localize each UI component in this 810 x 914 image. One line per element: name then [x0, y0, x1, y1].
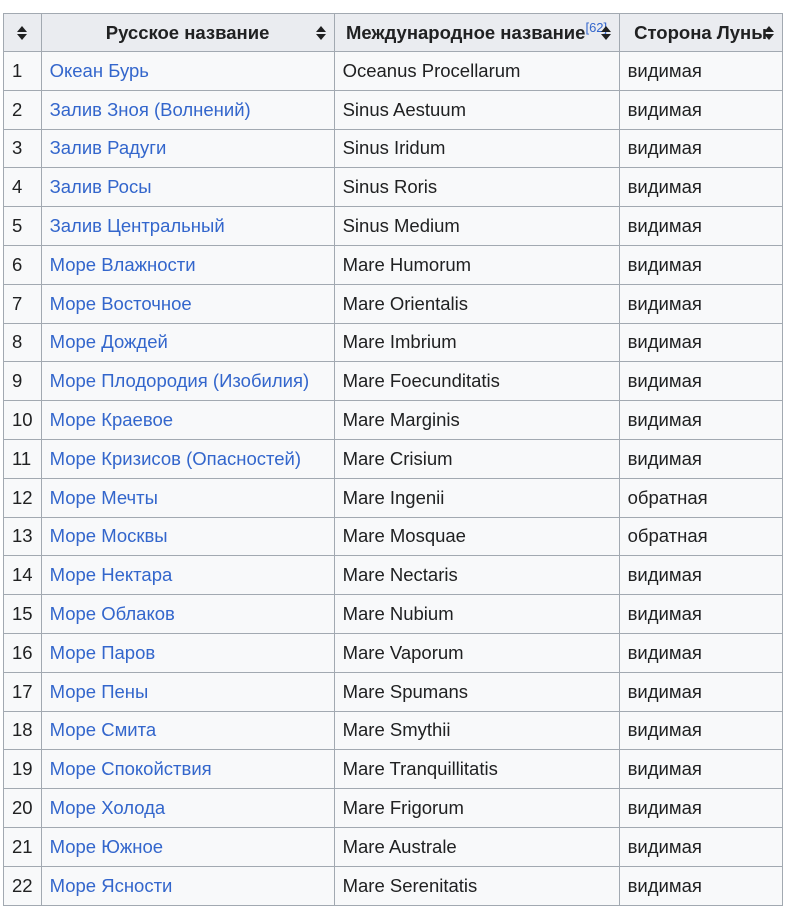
table-row — [4, 207, 783, 246]
international-name-cell: Mare Foecunditatis — [334, 362, 619, 401]
russian-name-cell — [41, 556, 334, 595]
russian-name-cell — [41, 711, 334, 750]
sort-icon[interactable] — [764, 26, 774, 40]
row-number: 15 — [4, 595, 42, 634]
sea-link[interactable]: Море Южное — [49, 835, 164, 857]
row-number: 8 — [4, 323, 42, 362]
russian-name-cell — [41, 750, 334, 789]
russian-name-cell — [41, 129, 334, 168]
header-row — [4, 14, 783, 52]
table-row — [4, 90, 783, 129]
row-number: 21 — [4, 827, 42, 866]
sea-link[interactable]: Залив Радуги — [49, 137, 167, 159]
moon-side-cell: видимая — [619, 245, 782, 284]
table-row — [4, 517, 783, 556]
international-name-cell: Sinus Roris — [334, 168, 619, 207]
russian-name-cell — [41, 478, 334, 517]
moon-side-cell: видимая — [619, 401, 782, 440]
row-number: 20 — [4, 789, 42, 828]
row-number: 9 — [4, 362, 42, 401]
table-row — [4, 789, 783, 828]
row-number: 18 — [4, 711, 42, 750]
sea-link[interactable]: Море Смита — [49, 719, 157, 741]
row-number: 5 — [4, 207, 42, 246]
russian-name-cell — [41, 168, 334, 207]
russian-name-cell — [41, 672, 334, 711]
row-number: 13 — [4, 517, 42, 556]
international-name-cell: Mare Nectaris — [334, 556, 619, 595]
reference-link[interactable]: [62] — [585, 19, 608, 35]
moon-side-cell: видимая — [619, 362, 782, 401]
row-number: 4 — [4, 168, 42, 207]
sea-link[interactable]: Море Облаков — [49, 603, 175, 625]
sort-icon[interactable] — [601, 26, 611, 40]
russian-name-cell — [41, 633, 334, 672]
row-number: 7 — [4, 284, 42, 323]
sort-icon[interactable] — [17, 26, 27, 40]
table-row — [4, 478, 783, 517]
moon-side-cell: видимая — [619, 595, 782, 634]
moon-side-cell: видимая — [619, 90, 782, 129]
russian-name-cell — [41, 517, 334, 556]
russian-name-cell — [41, 595, 334, 634]
russian-name-cell — [41, 439, 334, 478]
moon-side-cell: видимая — [619, 711, 782, 750]
sea-link[interactable]: Залив Центральный — [49, 215, 225, 237]
russian-name-cell — [41, 789, 334, 828]
moon-side-cell: видимая — [619, 827, 782, 866]
russian-name-cell — [41, 207, 334, 246]
column-header-label: Русское название — [105, 21, 270, 43]
moon-side-cell: видимая — [619, 323, 782, 362]
russian-name-cell — [41, 866, 334, 905]
table-row — [4, 556, 783, 595]
sea-link[interactable]: Море Мечты — [49, 486, 158, 508]
sea-link[interactable]: Море Кризисов (Опасностей) — [49, 447, 302, 469]
sea-link[interactable]: Море Дождей — [49, 331, 168, 353]
column-header-moon-side[interactable] — [619, 14, 782, 52]
international-name-cell: Mare Marginis — [334, 401, 619, 440]
international-name-cell: Mare Nubium — [334, 595, 619, 634]
international-name-cell: Mare Serenitatis — [334, 866, 619, 905]
row-number: 1 — [4, 52, 42, 91]
sea-link[interactable]: Море Нектара — [49, 564, 173, 586]
table-row — [4, 866, 783, 905]
sea-link[interactable]: Океан Бурь — [49, 59, 149, 81]
row-number: 10 — [4, 401, 42, 440]
moon-side-cell: обратная — [619, 517, 782, 556]
russian-name-cell — [41, 827, 334, 866]
column-header-international-name[interactable] — [334, 14, 619, 52]
sea-link[interactable]: Море Влажности — [49, 253, 196, 275]
sea-link[interactable]: Море Краевое — [49, 409, 174, 431]
sea-link[interactable]: Залив Росы — [49, 176, 152, 198]
moon-side-cell: видимая — [619, 168, 782, 207]
international-name-cell: Mare Imbrium — [334, 323, 619, 362]
lunar-seas-table — [3, 13, 783, 906]
sea-link[interactable]: Море Пены — [49, 680, 149, 702]
international-name-cell: Sinus Iridum — [334, 129, 619, 168]
sea-link[interactable]: Море Спокойствия — [49, 758, 212, 780]
international-name-cell: Mare Tranquillitatis — [334, 750, 619, 789]
international-name-cell: Mare Orientalis — [334, 284, 619, 323]
table-header — [4, 14, 783, 52]
row-number: 17 — [4, 672, 42, 711]
column-header-label: Международное название — [346, 21, 586, 43]
moon-side-cell: видимая — [619, 750, 782, 789]
table-row — [4, 439, 783, 478]
moon-side-cell: видимая — [619, 789, 782, 828]
table-row — [4, 401, 783, 440]
sea-link[interactable]: Море Москвы — [49, 525, 168, 547]
row-number: 16 — [4, 633, 42, 672]
sea-link[interactable]: Море Плодородия (Изобилия) — [49, 370, 310, 392]
table-row — [4, 595, 783, 634]
table-row — [4, 827, 783, 866]
table-row — [4, 362, 783, 401]
moon-side-cell: видимая — [619, 52, 782, 91]
table-row — [4, 52, 783, 91]
moon-side-cell: видимая — [619, 284, 782, 323]
international-name-cell: Sinus Medium — [334, 207, 619, 246]
international-name-cell: Mare Mosquae — [334, 517, 619, 556]
table-row — [4, 168, 783, 207]
row-number: 22 — [4, 866, 42, 905]
international-name-cell: Mare Australe — [334, 827, 619, 866]
seas-table-container — [3, 13, 783, 906]
table-row — [4, 750, 783, 789]
table-row — [4, 633, 783, 672]
row-number: 14 — [4, 556, 42, 595]
row-number: 3 — [4, 129, 42, 168]
table-row — [4, 245, 783, 284]
russian-name-cell — [41, 284, 334, 323]
moon-side-cell: видимая — [619, 439, 782, 478]
moon-side-cell: видимая — [619, 672, 782, 711]
russian-name-cell — [41, 90, 334, 129]
moon-side-cell: обратная — [619, 478, 782, 517]
sea-link[interactable]: Море Паров — [49, 641, 156, 663]
column-header-label: Сторона Луны — [634, 21, 768, 43]
table-row — [4, 284, 783, 323]
russian-name-cell — [41, 362, 334, 401]
international-name-cell: Sinus Aestuum — [334, 90, 619, 129]
column-header-number[interactable] — [4, 14, 42, 52]
table-row — [4, 129, 783, 168]
sea-link[interactable]: Море Ясности — [49, 874, 173, 896]
russian-name-cell — [41, 245, 334, 284]
column-header-russian-name[interactable] — [41, 14, 334, 52]
moon-side-cell: видимая — [619, 556, 782, 595]
table-row — [4, 323, 783, 362]
row-number: 12 — [4, 478, 42, 517]
russian-name-cell — [41, 401, 334, 440]
international-name-cell: Oceanus Procellarum — [334, 52, 619, 91]
russian-name-cell — [41, 52, 334, 91]
table-body — [4, 52, 783, 906]
moon-side-cell: видимая — [619, 866, 782, 905]
international-name-cell: Mare Crisium — [334, 439, 619, 478]
moon-side-cell: видимая — [619, 633, 782, 672]
international-name-cell: Mare Smythii — [334, 711, 619, 750]
international-name-cell: Mare Ingenii — [334, 478, 619, 517]
row-number: 19 — [4, 750, 42, 789]
moon-side-cell: видимая — [619, 129, 782, 168]
row-number: 6 — [4, 245, 42, 284]
international-name-cell: Mare Humorum — [334, 245, 619, 284]
row-number: 11 — [4, 439, 42, 478]
sea-link[interactable]: Море Холода — [49, 797, 166, 819]
table-row — [4, 711, 783, 750]
row-number: 2 — [4, 90, 42, 129]
russian-name-cell — [41, 323, 334, 362]
international-name-cell: Mare Spumans — [334, 672, 619, 711]
international-name-cell: Mare Frigorum — [334, 789, 619, 828]
sea-link[interactable]: Залив Зноя (Волнений) — [49, 98, 251, 120]
international-name-cell: Mare Vaporum — [334, 633, 619, 672]
sort-icon[interactable] — [316, 26, 326, 40]
moon-side-cell: видимая — [619, 207, 782, 246]
sea-link[interactable]: Море Восточное — [49, 292, 192, 314]
table-row — [4, 672, 783, 711]
